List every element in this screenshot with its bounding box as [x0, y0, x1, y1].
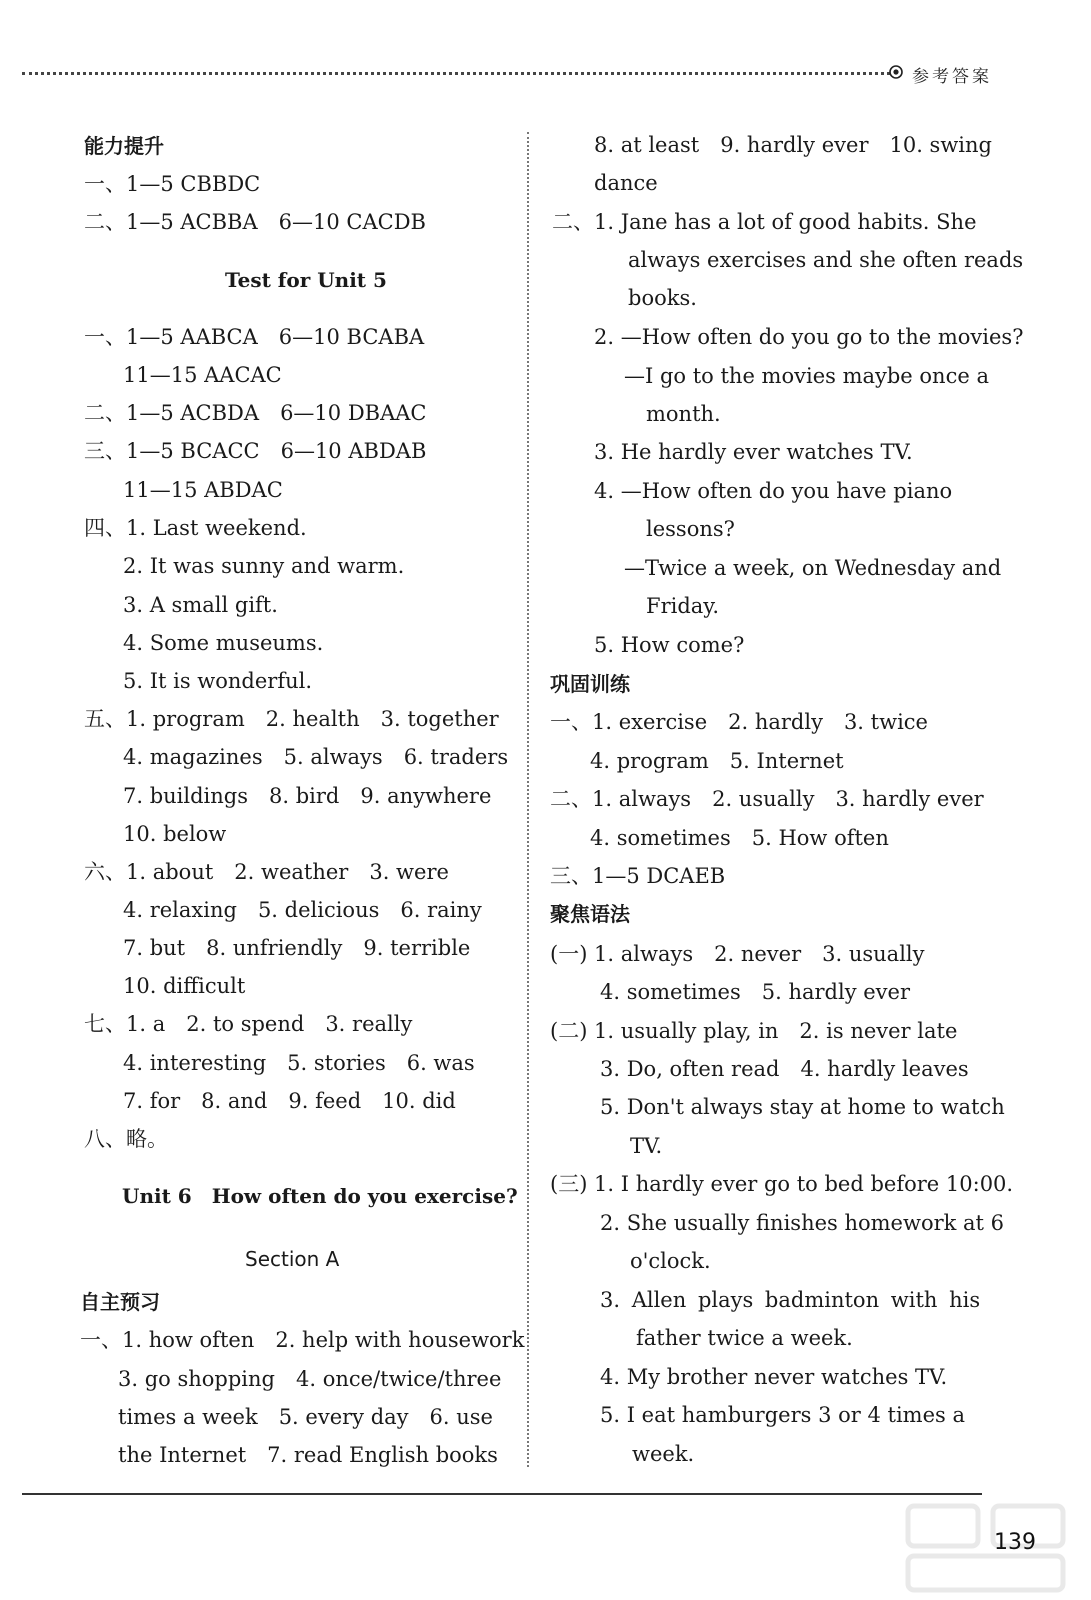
answer-line: 3. A small gift. — [123, 593, 278, 617]
answer-line: lessons? — [646, 517, 735, 541]
answer-line: 二、1—5 ACBBA 6—10 CACDB — [84, 210, 426, 234]
answer-line: —I go to the movies maybe once a — [624, 364, 989, 388]
answer-line: 5. Don't always stay at home to watch — [600, 1095, 1005, 1119]
answer-line: 三、1—5 DCAEB — [550, 864, 726, 888]
answer-line: 二、1. Jane has a lot of good habits. She — [552, 210, 977, 234]
answer-line: 4. Some museums. — [123, 631, 324, 655]
answer-line: —Twice a week, on Wednesday and — [624, 556, 1002, 580]
answer-line: 10. below — [123, 822, 227, 846]
answer-line: 八、略。 — [84, 1127, 168, 1151]
answer-line: always exercises and she often reads — [628, 248, 1024, 272]
answer-line: the Internet 7. read English books — [118, 1443, 498, 1467]
answer-line: 3. He hardly ever watches TV. — [594, 440, 913, 464]
answer-line: 一、1. exercise 2. hardly 3. twice — [550, 710, 928, 734]
answer-line: 5. How come? — [594, 633, 745, 657]
unit-title: Unit 6 How often do you exercise? — [122, 1184, 518, 1208]
answer-line: (三) 1. I hardly ever go to bed before 10:00. — [550, 1172, 1014, 1196]
answer-line: 一、1. how often 2. help with housework — [80, 1328, 525, 1352]
answer-line: 一、1—5 AABCA 6—10 BCABA — [84, 325, 425, 349]
answer-line: 7. buildings 8. bird 9. anywhere — [123, 784, 492, 808]
answer-line: dance — [594, 171, 658, 195]
answer-line: 7. for 8. and 9. feed 10. did — [123, 1089, 456, 1113]
answer-line: books. — [628, 286, 697, 310]
answer-line: 10. difficult — [123, 974, 246, 998]
answer-line: 四、1. Last weekend. — [84, 516, 307, 540]
footer-rule — [22, 1493, 982, 1495]
answer-line: (二) 1. usually play, in 2. is never late — [550, 1019, 958, 1043]
section-heading-preview: 自主预习 — [80, 1290, 160, 1314]
column-divider — [527, 132, 529, 1467]
answer-line: 一、1—5 CBBDC — [84, 172, 261, 196]
answer-line: 三、1—5 BCACC 6—10 ABDAB — [84, 439, 427, 463]
circle-dot-icon — [888, 64, 904, 80]
answer-line: Friday. — [646, 594, 720, 618]
section-heading-grammar: 聚焦语法 — [550, 902, 630, 926]
answer-line: (一) 1. always 2. never 3. usually — [550, 942, 925, 966]
answer-line: 11—15 AACAC — [123, 363, 282, 387]
answer-line: 8. at least 9. hardly ever 10. swing — [594, 133, 992, 157]
answer-line: 2. She usually finishes homework at 6 — [600, 1211, 1005, 1235]
answer-line: 五、1. program 2. health 3. together — [84, 707, 499, 731]
answer-line: week. — [632, 1442, 695, 1466]
answer-line: 4. My brother never watches TV. — [600, 1365, 948, 1389]
answer-line: 4. interesting 5. stories 6. was — [123, 1051, 475, 1075]
test-title: Test for Unit 5 — [225, 268, 387, 292]
answer-line: o'clock. — [630, 1249, 711, 1273]
watermark-logo-icon — [898, 1498, 1078, 1598]
answer-line: 2. It was sunny and warm. — [123, 554, 405, 578]
answer-line: 5. I eat hamburgers 3 or 4 times a — [600, 1403, 965, 1427]
page-number: 139 — [994, 1530, 1036, 1555]
answer-line: 二、1. always 2. usually 3. hardly ever — [550, 787, 984, 811]
answer-line: 5. It is wonderful. — [123, 669, 313, 693]
answer-line: 七、1. a 2. to spend 3. really — [84, 1012, 413, 1036]
answer-line: 4. sometimes 5. How often — [590, 826, 889, 850]
answer-line: 4. relaxing 5. delicious 6. rainy — [123, 898, 482, 922]
answer-line: 7. but 8. unfriendly 9. terrible — [123, 936, 471, 960]
section-title: Section A — [245, 1247, 340, 1271]
answer-line: 4. sometimes 5. hardly ever — [600, 980, 910, 1004]
answer-line: 4. program 5. Internet — [590, 749, 844, 773]
answer-line: 六、1. about 2. weather 3. were — [84, 860, 449, 884]
answer-line: 4. —How often do you have piano — [594, 479, 953, 503]
header-dotted-rule — [22, 72, 890, 75]
answer-line: month. — [646, 402, 721, 426]
answer-line: TV. — [630, 1134, 663, 1158]
answer-line: 11—15 ABDAC — [123, 478, 283, 502]
answer-line: 3. Do, often read 4. hardly leaves — [600, 1057, 969, 1081]
answer-line: 4. magazines 5. always 6. traders — [123, 745, 509, 769]
section-heading-ability: 能力提升 — [84, 134, 164, 158]
answer-line: 2. —How often do you go to the movies? — [594, 325, 1024, 349]
answer-line: 二、1—5 ACBDA 6—10 DBAAC — [84, 401, 427, 425]
header-label: 参考答案 — [912, 67, 992, 87]
answer-line: 3. Allen plays badminton with his — [600, 1288, 981, 1312]
section-heading-consolidate: 巩固训练 — [550, 672, 630, 696]
answer-line: 3. go shopping 4. once/twice/three — [118, 1367, 502, 1391]
answer-line: father twice a week. — [636, 1326, 853, 1350]
answer-line: times a week 5. every day 6. use — [118, 1405, 493, 1429]
